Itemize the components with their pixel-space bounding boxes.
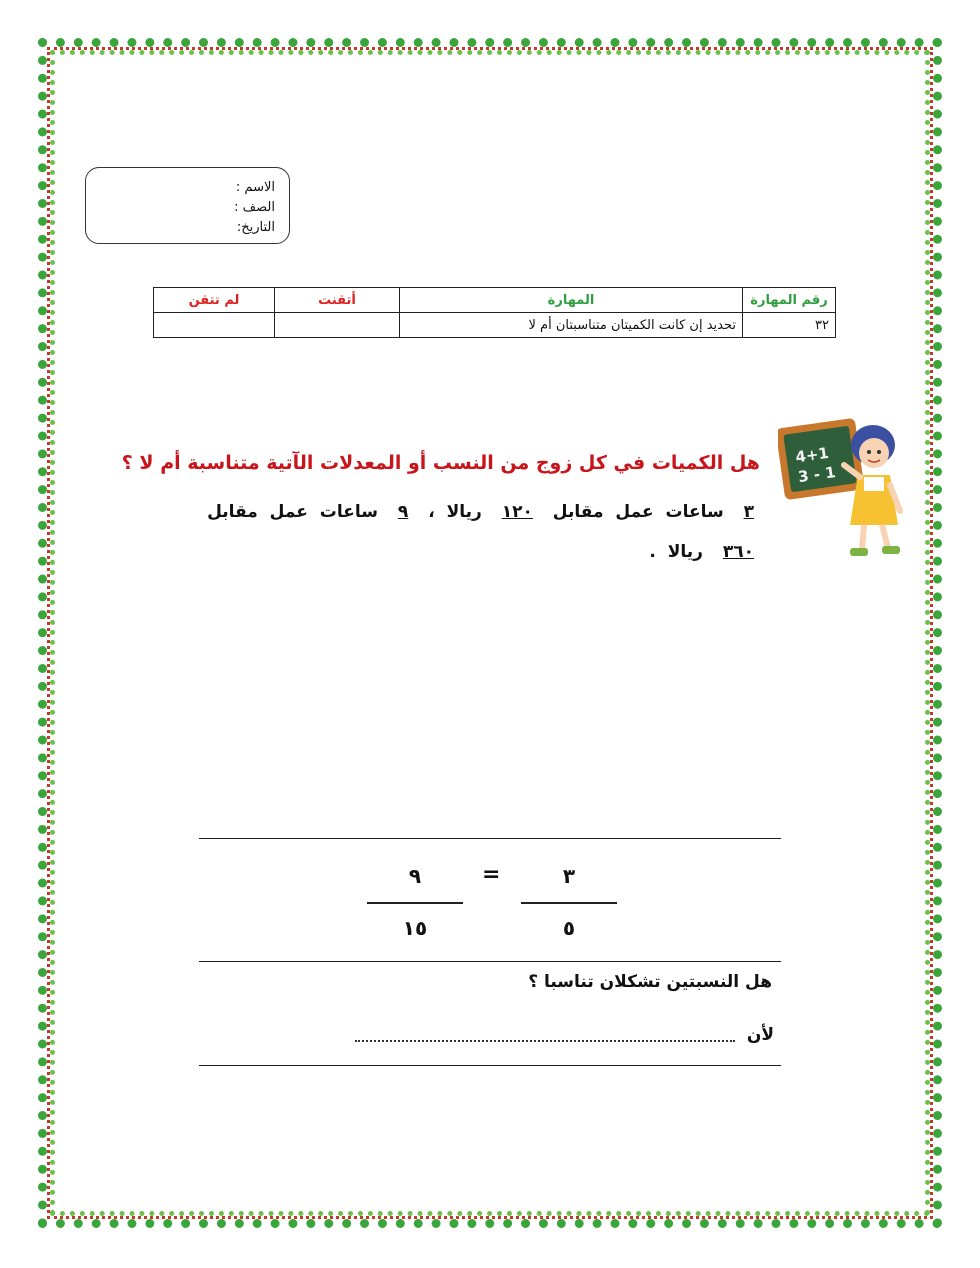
table-row <box>154 313 836 338</box>
cell-skill-number: ٣٢ <box>743 313 836 338</box>
student-info-box <box>85 167 290 244</box>
date-label: التاريخ: <box>236 220 275 235</box>
header-mastered: أتقنت <box>275 288 400 313</box>
fraction-right-bar <box>521 902 617 904</box>
fraction-left-denominator: ١٥ <box>402 916 428 940</box>
header-skill: المهارة <box>400 288 743 313</box>
follow-up-question: هل النسبتين تشكلان تناسبا ؟ <box>528 972 772 992</box>
girl-chalkboard-illustration <box>778 415 903 565</box>
fraction-left <box>367 864 463 940</box>
table-header-row <box>154 288 836 313</box>
fraction-left-numerator: ٩ <box>408 864 422 888</box>
fraction-right-numerator: ٣ <box>562 864 576 888</box>
number-3: ٣ <box>743 502 754 522</box>
cell-skill: تحديد إن كانت الكميتان متناسبتان أم لا <box>400 313 743 338</box>
statement-text-1: ساعات عمل مقابل <box>552 502 724 522</box>
board-text-2: 3 - 1 <box>797 463 837 487</box>
number-120: ١٢٠ <box>501 502 533 522</box>
number-9: ٩ <box>397 502 409 522</box>
chalkboard-icon <box>778 418 865 500</box>
answer-dotted-line[interactable] <box>355 1040 735 1042</box>
exercise-question: هل الكميات في كل زوج من النسب أو المعدلات الآتية متناسبة أم لا ؟ <box>121 452 760 474</box>
statement-text-2: ريالا ، <box>428 502 482 522</box>
because-label: لأن <box>746 1025 774 1045</box>
class-label: الصف : <box>234 200 275 215</box>
name-label: الاسم : <box>235 180 275 195</box>
equals-sign: = <box>482 862 501 887</box>
skills-table <box>153 287 836 338</box>
statement-text-4: ريالا . <box>649 542 703 562</box>
divider-middle <box>199 961 781 962</box>
divider-top <box>199 838 781 839</box>
number-360: ٣٦٠ <box>722 542 754 562</box>
fraction-right <box>521 864 617 940</box>
fraction-right-denominator: ٥ <box>562 916 576 940</box>
header-skill-number: رقم المهارة <box>743 288 836 313</box>
cell-mastered[interactable] <box>275 313 400 338</box>
fraction-left-bar <box>367 902 463 904</box>
divider-bottom <box>199 1065 781 1066</box>
header-not-mastered: لم تتقن <box>154 288 275 313</box>
statement-text-3: ساعات عمل مقابل <box>207 502 378 522</box>
cell-not-mastered[interactable] <box>154 313 275 338</box>
exercise-statement <box>150 492 762 572</box>
board-text-1: 4+1 <box>794 443 830 467</box>
